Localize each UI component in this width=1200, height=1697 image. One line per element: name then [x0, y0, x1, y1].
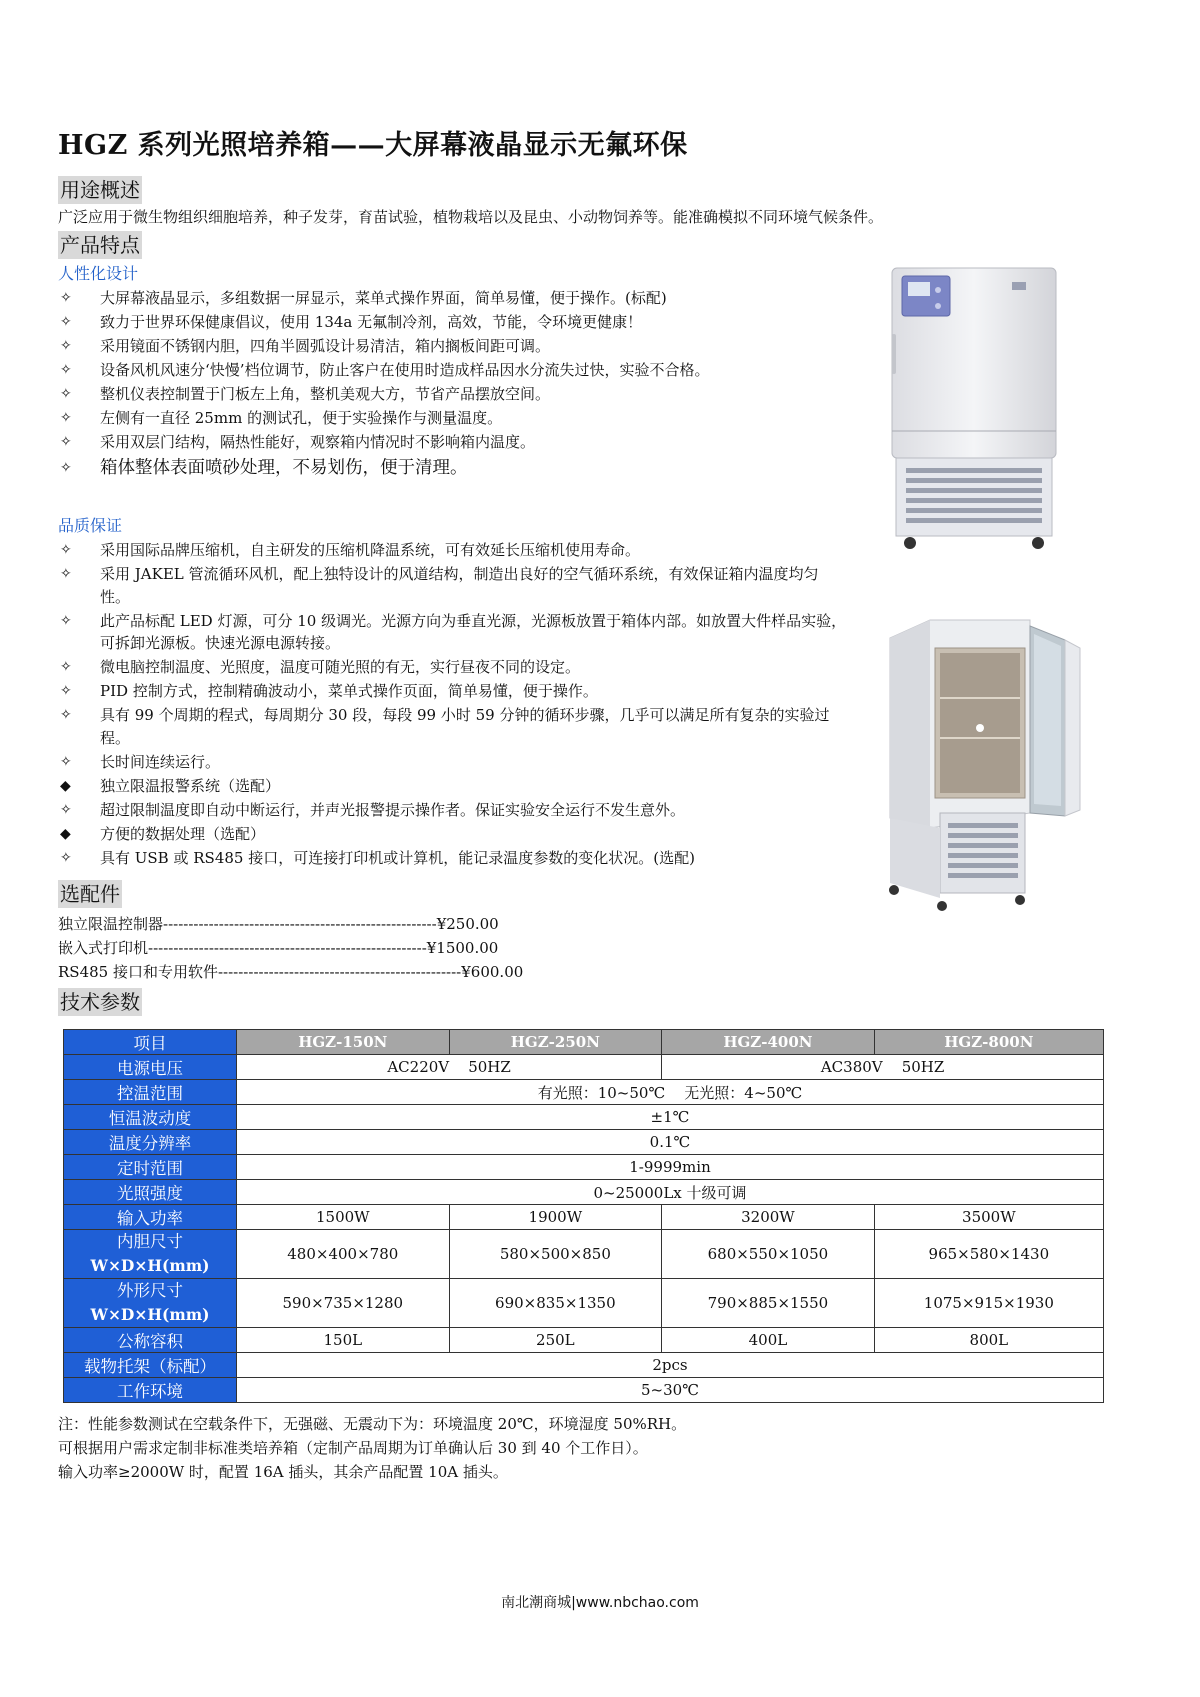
incubator-closed-image: [888, 266, 1060, 551]
table-row: [64, 1080, 1104, 1105]
design-subheading: 人性化设计: [58, 264, 139, 283]
row-label: 温度分辨率: [64, 1130, 237, 1155]
list-item: ✧ 长时间连续运行。: [58, 751, 848, 774]
list-item: ✧ 具有 99 个周期的程式，每周期分 30 段，每段 99 小时 59 分钟的循环步骤，几乎可以满足所有复杂的实验过程。: [60, 706, 830, 747]
bullet-icon: ✧: [60, 707, 72, 723]
table-header-cell: HGZ-400N: [662, 1030, 875, 1055]
list-item: ✧ 大屏幕液晶显示，多组数据一屏显示，菜单式操作界面，简单易懂，便于操作。(标配): [58, 287, 818, 310]
bullet-icon: ✧: [60, 849, 72, 866]
diamond-outline-icon: ✧: [60, 290, 72, 306]
bullet-icon: ✧: [60, 542, 72, 558]
table-row: [64, 1328, 1104, 1353]
table-cell: AC220V 50HZ: [237, 1055, 662, 1080]
table-cell: 250L: [449, 1328, 662, 1353]
usage-heading: 用途概述: [60, 178, 140, 202]
diamond-outline-icon: ✧: [60, 410, 72, 426]
diamond-outline-icon: ✧: [60, 434, 72, 450]
list-item: ✧ 采用国际品牌压缩机，自主研发的压缩机降温系统，可有效延长压缩机使用寿命。: [58, 539, 848, 562]
list-item: ✧ 微电脑控制温度、光照度，温度可随光照的有无，实行昼夜不同的设定。: [58, 656, 848, 679]
table-cell: 150L: [237, 1328, 450, 1353]
table-row: [64, 1055, 1104, 1080]
table-cell: 1900W: [449, 1205, 662, 1230]
row-label: 载物托架（标配）: [64, 1353, 237, 1378]
row-label: 输入功率: [64, 1205, 237, 1230]
accessory-item: 独立限温控制器------------------------------------------------------¥250.00: [58, 915, 499, 933]
table-header-cell: HGZ-250N: [449, 1030, 662, 1055]
row-label: 外形尺寸 W×D×H(mm): [64, 1279, 237, 1328]
accessory-item: RS485 接口和专用软件------------------------------------------------¥600.00: [58, 963, 524, 981]
usage-text: 广泛应用于微生物组织细胞培养，种子发芽，育苗试验，植物栽培以及昆虫、小动物饲养等。能准确模拟不同环境气候条件。: [58, 208, 884, 226]
footer: 南北潮商城|www.nbchao.com: [501, 1595, 699, 1611]
features-heading: 产品特点: [60, 233, 140, 257]
row-label: 电源电压: [64, 1055, 237, 1080]
incubator-open-image: [880, 618, 1100, 918]
accessories-heading: 选配件: [60, 882, 120, 906]
bullet-icon: ✧: [60, 753, 72, 770]
table-header-cell: HGZ-800N: [874, 1030, 1103, 1055]
row-label: 公称容积: [64, 1328, 237, 1353]
list-item: ◆ 独立限温报警系统（选配）: [58, 775, 848, 798]
list-item: ✧ 采用双层门结构，隔热性能好，观察箱内情况时不影响箱内温度。: [58, 431, 818, 454]
table-row: [64, 1353, 1104, 1378]
table-row: [64, 1155, 1104, 1180]
row-label: 工作环境: [64, 1378, 237, 1403]
table-row: [64, 1130, 1104, 1155]
note-line: 可根据用户需求定制非标准类培养箱（定制产品周期为订单确认后 30 到 40 个工作日）。: [58, 1439, 648, 1457]
table-cell: 680×550×1050: [662, 1230, 875, 1279]
list-item: ✧ 具有 USB 或 RS485 接口，可连接打印机或计算机，能记录温度参数的变化状况。(选配): [58, 847, 848, 870]
table-header-row: [64, 1030, 1104, 1055]
quality-feature-list: [58, 539, 848, 871]
diamond-outline-icon: ✧: [60, 362, 72, 378]
note-line: 注：性能参数测试在空载条件下，无强磁、无震动下为：环境温度 20℃，环境湿度 50%RH。: [58, 1415, 687, 1433]
bullet-icon: ✧: [60, 659, 72, 675]
table-cell: 有光照：10~50℃ 无光照：4~50℃: [237, 1080, 1104, 1105]
table-cell: 1075×915×1930: [874, 1279, 1103, 1328]
table-cell: 1500W: [237, 1205, 450, 1230]
table-cell: AC380V 50HZ: [662, 1055, 1104, 1080]
list-item: ✧ 此产品标配 LED 灯源，可分 10 级调光。光源方向为垂直光源，光源板放置于箱体内部。如放置大件样品实验，可拆卸光源板。快速光源电源转接。: [60, 611, 847, 652]
list-item: ✧ 左侧有一直径 25mm 的测试孔，便于实验操作与测量温度。: [58, 407, 818, 430]
list-item: ✧ 采用 JAKEL 管流循环风机，配上独特设计的风道结构，制造出良好的空气循环系统，有效保证箱内温度均匀性。: [60, 565, 819, 606]
table-cell: 400L: [662, 1328, 875, 1353]
row-label: 控温范围: [64, 1080, 237, 1105]
list-item: ✧ 采用镜面不锈钢内胆，四角半圆弧设计易清洁，箱内搁板间距可调。: [58, 335, 818, 358]
list-item: ✧ PID 控制方式，控制精确波动小，菜单式操作页面，简单易懂，便于操作。: [58, 680, 848, 703]
accessory-item: 嵌入式打印机-------------------------------------------------------¥1500.00: [58, 939, 499, 957]
table-row: [64, 1378, 1104, 1403]
table-header-cell: 项目: [64, 1030, 237, 1055]
notes: [58, 1412, 686, 1484]
table-cell: 580×500×850: [449, 1230, 662, 1279]
table-cell: 965×580×1430: [874, 1230, 1103, 1279]
list-item: ✧ 整机仪表控制置于门板左上角，整机美观大方，节省产品摆放空间。: [58, 383, 818, 406]
table-row: [64, 1105, 1104, 1130]
list-item: ✧ 致力于世界环保健康倡议，使用 134a 无氟制冷剂，高效，节能，令环境更健康！: [58, 311, 818, 334]
table-cell: 0~25000Lx 十级可调: [237, 1180, 1104, 1205]
list-item: ◆ 方便的数据处理（选配）: [58, 823, 848, 846]
row-label: 恒温波动度: [64, 1105, 237, 1130]
diamond-outline-icon: ✧: [60, 314, 72, 330]
row-label: 定时范围: [64, 1155, 237, 1180]
design-feature-list: [58, 287, 818, 483]
table-cell: 800L: [874, 1328, 1103, 1353]
bullet-icon: ◆: [60, 825, 71, 842]
table-row: [64, 1180, 1104, 1205]
list-item: ✧ 箱体整体表面喷砂处理，不易划伤，便于清理。: [58, 455, 818, 481]
table-cell: 480×400×780: [237, 1230, 450, 1279]
table-cell: 690×835×1350: [449, 1279, 662, 1328]
bullet-icon: ◆: [60, 777, 71, 794]
table-header-cell: HGZ-150N: [237, 1030, 450, 1055]
bullet-icon: ✧: [60, 801, 72, 818]
table-cell: ±1℃: [237, 1105, 1104, 1130]
table-cell: 3500W: [874, 1205, 1103, 1230]
specs-heading: 技术参数: [60, 990, 140, 1014]
table-row: [64, 1279, 1104, 1328]
table-cell: 0.1℃: [237, 1130, 1104, 1155]
note-line: 输入功率≥2000W 时，配置 16A 插头，其余产品配置 10A 插头。: [58, 1463, 508, 1481]
row-label: 内胆尺寸 W×D×H(mm): [64, 1230, 237, 1279]
table-row: [64, 1205, 1104, 1230]
bullet-icon: ✧: [60, 566, 72, 582]
table-row: [64, 1230, 1104, 1279]
list-item: ✧ 超过限制温度即自动中断运行，并声光报警提示操作者。保证实验安全运行不发生意外。: [58, 799, 848, 822]
table-cell: 590×735×1280: [237, 1279, 450, 1328]
spec-table: [63, 1029, 1104, 1403]
table-cell: 790×885×1550: [662, 1279, 875, 1328]
table-cell: 5~30℃: [237, 1378, 1104, 1403]
table-cell: 1-9999min: [237, 1155, 1104, 1180]
bullet-icon: ✧: [60, 612, 72, 629]
diamond-outline-icon: ✧: [60, 460, 72, 476]
quality-subheading: 品质保证: [58, 516, 123, 535]
list-item: ✧ 设备风机风速分‘快慢’档位调节，防止客户在使用时造成样品因水分流失过快，实验不合格。: [58, 359, 818, 382]
table-cell: 3200W: [662, 1205, 875, 1230]
page-title: HGZ 系列光照培养箱——大屏幕液晶显示无氟环保: [58, 130, 688, 161]
bullet-icon: ✧: [60, 683, 72, 699]
table-cell: 2pcs: [237, 1353, 1104, 1378]
diamond-outline-icon: ✧: [60, 338, 72, 354]
row-label: 光照强度: [64, 1180, 237, 1205]
diamond-outline-icon: ✧: [60, 386, 72, 402]
